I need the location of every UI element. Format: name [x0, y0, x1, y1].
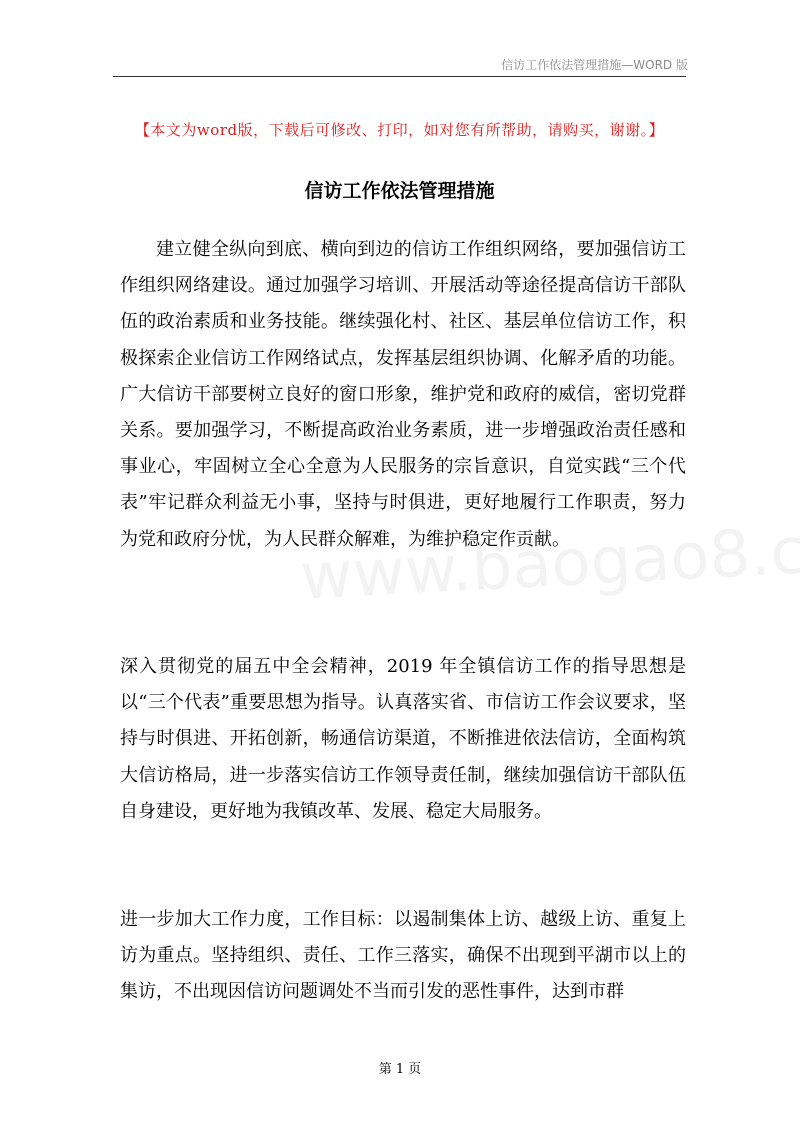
page-number: 第 1 页: [378, 1062, 422, 1077]
header-divider: [113, 76, 686, 77]
paragraph-2: 深入贯彻党的届五中全会精神，2019 年全镇信访工作的指导思想是以“三个代表”重要思想为指导。认真落实省、市信访工作会议要求，坚持与时俱进、开拓创新，畅通信访渠道，不断推进依法信访，全面构筑大信访格局，进一步落实信访工作领导责任制，继续加强信访干部队伍自身建设，更好地为我镇改革、发展、稳定大局服务。: [120, 656, 686, 822]
paragraph-3: 进一步加大工作力度，工作目标：以遏制集体上访、越级上访、重复上访为重点。坚持组织、责任、工作三落实，确保不出现到平湖市以上的集访，不出现因信访问题调处不当而引发的恶性事件，达到市群: [120, 909, 686, 1003]
document-title: 信访工作依法管理措施: [304, 180, 495, 202]
purchase-notice: 【本文为word版，下载后可修改、打印，如对您有所帮助，请购买，谢谢。】: [134, 121, 665, 139]
running-header: 信访工作依法管理措施—WORD 版: [501, 58, 688, 72]
paragraph-1: 建立健全纵向到底、横向到边的信访工作组织网络，要加强信访工作组织网络建设。通过加强学习培训、开展活动等途径提高信访干部队伍的政治素质和业务技能。继续强化村、社区、基层单位信访工作，积极探索企业信访工作网络试点，发挥基层组织协调、化解矛盾的功能。广大信访干部要树立良好的窗口形象，维护党和政府的威信，密切党群关系。要加强学习，不断提高政治业务素质，进一步增强政治责任感和事业心，牢固树立全心全意为人民服务的宗旨意识，自觉实践“三个代表”牢记群众利益无小事，坚持与时俱进，更好地履行工作职责，努力为党和政府分忧，为人民群众解难，为维护稳定作贡献。: [120, 239, 686, 550]
